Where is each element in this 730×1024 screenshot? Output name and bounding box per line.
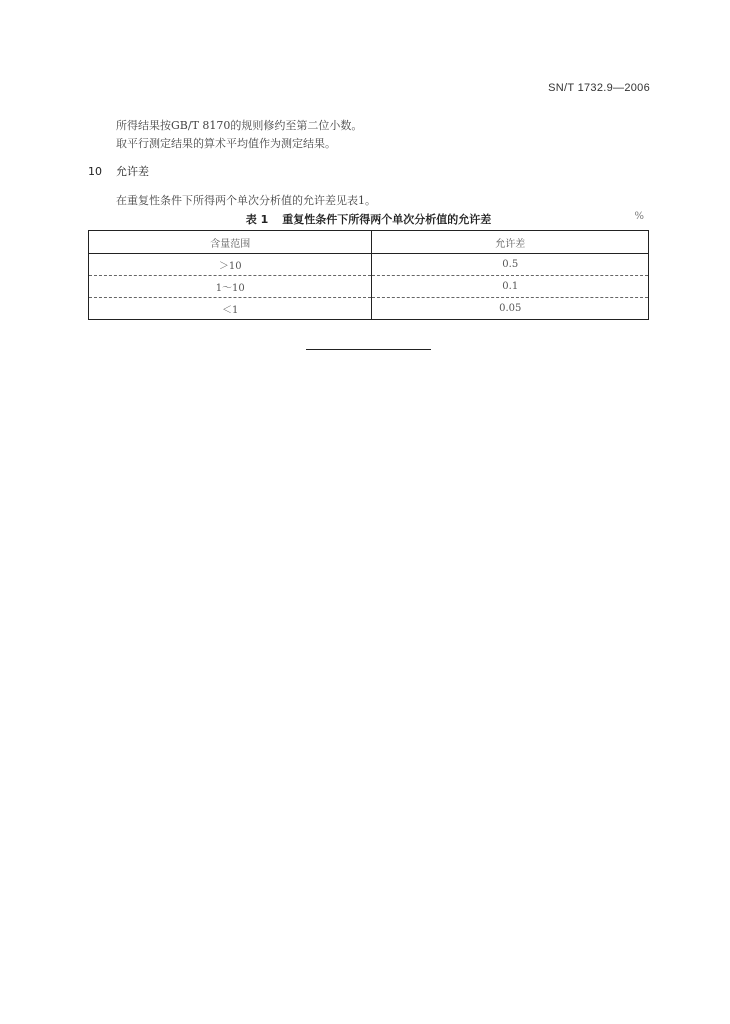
cell-tolerance: 0.05 [372, 298, 649, 320]
table-header-row [89, 231, 649, 254]
table-row [89, 254, 649, 276]
standard-number: SN/T 1732.9—2006 [548, 82, 650, 94]
paragraph-average: 取平行测定结果的算术平均值作为测定结果。 [116, 137, 336, 150]
table-caption [88, 211, 649, 227]
table-caption-title: 重复性条件下所得两个单次分析值的允许差 [282, 213, 492, 226]
cell-tolerance: 0.1 [372, 276, 649, 298]
cell-content-range: 1～10 [89, 276, 372, 298]
table-row [89, 298, 649, 320]
tolerance-table [88, 230, 649, 320]
table-row [89, 276, 649, 298]
table-unit: % [634, 211, 644, 222]
section-text: 在重复性条件下所得两个单次分析值的允许差见表1。 [116, 194, 376, 207]
section-title: 允许差 [116, 165, 149, 178]
paragraph-rounding: 所得结果按GB/T 8170的规则修约至第二位小数。 [116, 119, 363, 132]
section-number: 10 [88, 165, 102, 178]
cell-content-range: ＞10 [89, 254, 372, 276]
table-caption-number: 表 1 [245, 213, 269, 226]
cell-tolerance: 0.5 [372, 254, 649, 276]
cell-content-range: ＜1 [89, 298, 372, 320]
header-tolerance: 允许差 [372, 231, 649, 254]
end-rule [306, 349, 431, 350]
section-heading [88, 163, 149, 179]
header-content-range: 含量范围 [89, 231, 372, 254]
